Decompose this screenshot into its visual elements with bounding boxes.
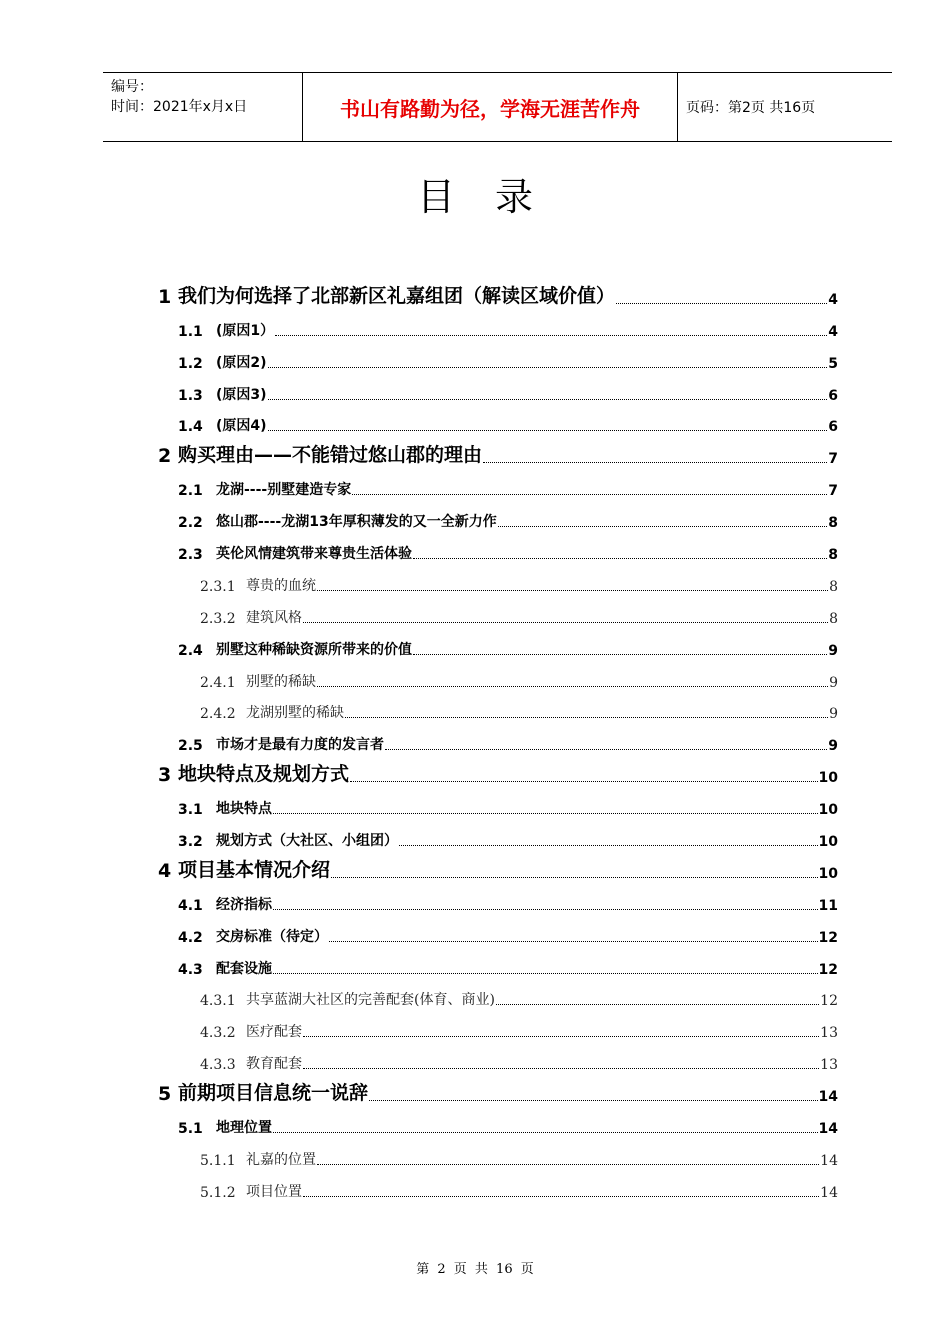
toc-entry-level2[interactable] [158,378,838,410]
toc-entry-title: 共享蓝湖大社区的完善配套(体育、商业) [246,992,495,1009]
toc-entry-title: 配套设施 [216,960,272,977]
toc-leader-dots [369,1100,818,1101]
toc-entry-title: 龙湖----别墅建造专家 [216,482,352,499]
toc-entry-number: 2.4 [178,642,203,659]
toc-entry-page: 4 [828,323,838,340]
table-of-contents [158,282,838,1207]
toc-entry-page: 8 [828,547,838,564]
toc-entry-level3[interactable] [158,1143,838,1175]
toc-entry-level2[interactable] [158,505,838,537]
toc-leader-dots [350,781,818,782]
toc-entry-title: 建筑风格 [246,609,302,626]
toc-entry-number: 4 [158,859,172,882]
toc-leader-dots [616,303,827,304]
toc-entry-level2[interactable] [158,888,838,920]
toc-leader-dots [331,877,818,878]
toc-entry-level3[interactable] [158,1047,838,1079]
toc-entry-number: 4.3.2 [200,1025,236,1042]
toc-entry-title: 购买理由——不能错过悠山郡的理由 [178,444,483,467]
toc-entry-level2[interactable] [158,410,838,442]
toc-entry-page: 12 [820,993,838,1010]
toc-entry-number: 2.1 [178,483,203,500]
toc-entry-title: 别墅这种稀缺资源所带来的价值 [216,641,412,658]
toc-entry-title: 悠山郡----龙湖13年厚积薄发的又一全新力作 [216,514,497,531]
toc-entry-page: 13 [820,1057,838,1074]
toc-entry-number: 2.3.2 [200,610,236,627]
toc-leader-dots [317,1164,819,1165]
toc-entry-number: 1.3 [178,387,203,404]
toc-entry-title: (原因1） [216,322,275,339]
toc-leader-dots [317,686,828,687]
toc-leader-dots [303,1196,819,1197]
page-footer: 第 2 页 共 16 页 [416,1262,534,1277]
toc-entry-title: 地理位置 [216,1120,272,1137]
toc-leader-dots [317,590,828,591]
toc-entry-title: 项目位置 [246,1183,302,1200]
toc-entry-number: 3.1 [178,802,203,819]
toc-entry-level1[interactable] [158,1079,838,1111]
toc-entry-title: 教育配套 [246,1056,302,1073]
toc-entry-title: 我们为何选择了北部新区礼嘉组团（解读区域价值） [178,284,616,307]
toc-entry-page: 6 [828,419,838,436]
toc-entry-title: 规划方式（大社区、小组团） [216,833,398,850]
toc-entry-level3[interactable] [158,665,838,697]
header-motto: 书山有路勤为径，学海无涯苦作舟 [303,73,678,141]
toc-entry-number: 2.5 [178,738,203,755]
toc-entry-number: 2 [158,445,172,468]
toc-entry-title: 尊贵的血统 [246,577,316,594]
toc-leader-dots [303,1068,819,1069]
toc-leader-dots [275,335,827,336]
toc-entry-page: 7 [828,451,838,468]
toc-entry-page: 13 [820,1025,838,1042]
toc-entry-number: 1.1 [178,323,203,340]
toc-entry-title: (原因3) [216,386,267,403]
toc-entry-level2[interactable] [158,792,838,824]
toc-entry-title: 前期项目信息统一说辞 [178,1082,369,1105]
toc-entry-level2[interactable] [158,537,838,569]
toc-entry-level2[interactable] [158,728,838,760]
toc-entry-number: 5 [158,1083,172,1106]
toc-entry-number: 3.2 [178,834,203,851]
toc-leader-dots [345,717,828,718]
toc-leader-dots [268,430,828,431]
toc-entry-page: 14 [820,1184,838,1201]
toc-entry-page: 5 [828,355,838,372]
toc-entry-page: 10 [818,770,838,787]
toc-entry-title: 礼嘉的位置 [246,1151,316,1168]
toc-leader-dots [496,1004,819,1005]
toc-entry-number: 2.3 [178,547,203,564]
toc-entry-level2[interactable] [158,473,838,505]
header-meta [103,73,303,141]
toc-leader-dots [399,845,818,846]
toc-entry-number: 5.1.1 [200,1152,236,1169]
toc-entry-page: 8 [829,610,838,627]
toc-entry-number: 4.3.3 [200,1057,236,1074]
toc-entry-page: 7 [828,483,838,500]
toc-leader-dots [273,813,818,814]
toc-entry-page: 8 [828,515,838,532]
toc-entry-page: 14 [818,1089,838,1106]
toc-entry-page: 12 [818,961,838,978]
toc-entry-number: 1.2 [178,355,203,372]
toc-entry-page: 10 [818,834,838,851]
toc-entry-page: 14 [818,1121,838,1138]
toc-entry-page: 10 [818,802,838,819]
toc-entry-level1[interactable] [158,441,838,473]
toc-entry-level2[interactable] [158,824,838,856]
toc-leader-dots [303,1036,819,1037]
page-title: 目录 [416,175,573,219]
toc-entry-number: 2.3.1 [200,578,236,595]
toc-entry-title: (原因4) [216,418,267,435]
toc-entry-number: 1 [158,285,172,308]
toc-entry-level3[interactable] [158,697,838,729]
toc-entry-number: 4.1 [178,897,203,914]
toc-entry-level3[interactable] [158,569,838,601]
toc-leader-dots [268,399,828,400]
toc-entry-number: 4.3.1 [200,993,236,1010]
toc-leader-dots [303,622,828,623]
toc-entry-level1[interactable] [158,856,838,888]
toc-entry-title: 经济指标 [216,896,272,913]
toc-entry-level2[interactable] [158,1111,838,1143]
toc-leader-dots [273,973,818,974]
toc-entry-level2[interactable] [158,952,838,984]
toc-entry-level3[interactable] [158,984,838,1016]
toc-entry-page: 12 [818,929,838,946]
toc-entry-page: 4 [828,291,838,308]
toc-entry-level1[interactable] [158,282,838,314]
toc-leader-dots [273,909,818,910]
toc-entry-level2[interactable] [158,346,838,378]
toc-entry-level2[interactable] [158,633,838,665]
toc-entry-title: 医疗配套 [246,1024,302,1041]
toc-entry-title: 龙湖别墅的稀缺 [246,705,344,722]
toc-leader-dots [385,749,827,750]
time-label: 时间：2021年x月x日 [111,99,248,115]
toc-leader-dots [268,367,828,368]
toc-entry-number: 5.1 [178,1121,203,1138]
toc-entry-level2[interactable] [158,920,838,952]
toc-entry-title: 交房标准（待定） [216,928,328,945]
toc-leader-dots [413,558,827,559]
toc-entry-number: 4.2 [178,929,203,946]
toc-entry-page: 9 [828,642,838,659]
toc-entry-page: 9 [829,674,838,691]
toc-entry-page: 8 [829,578,838,595]
toc-leader-dots [498,526,828,527]
toc-entry-page: 9 [829,706,838,723]
toc-entry-title: 市场才是最有力度的发言者 [216,737,384,754]
toc-entry-number: 2.4.2 [200,706,236,723]
toc-entry-number: 1.4 [178,419,203,436]
toc-leader-dots [329,941,818,942]
toc-entry-title: 项目基本情况介绍 [178,858,331,881]
toc-entry-level2[interactable] [158,314,838,346]
toc-entry-page: 6 [828,387,838,404]
header-page-label: 页码：第2页 共16页 [686,100,816,116]
toc-entry-title: 别墅的稀缺 [246,673,316,690]
toc-leader-dots [413,654,827,655]
toc-entry-title: 地块特点及规划方式 [178,763,350,786]
toc-entry-title: 地块特点 [216,801,272,818]
toc-entry-level1[interactable] [158,760,838,792]
toc-entry-level3[interactable] [158,601,838,633]
document-header [103,72,892,142]
toc-leader-dots [483,462,827,463]
toc-entry-number: 5.1.2 [200,1184,236,1201]
toc-leader-dots [273,1132,818,1133]
toc-entry-page: 14 [820,1152,838,1169]
toc-entry-number: 3 [158,764,172,787]
toc-entry-number: 2.2 [178,515,203,532]
toc-leader-dots [352,494,827,495]
toc-entry-number: 4.3 [178,961,203,978]
toc-entry-level3[interactable] [158,1015,838,1047]
toc-entry-title: 英伦风情建筑带来尊贵生活体验 [216,546,412,563]
toc-entry-page: 9 [828,738,838,755]
toc-entry-title: (原因2) [216,354,267,371]
toc-entry-page: 11 [818,897,838,914]
toc-entry-page: 10 [818,865,838,882]
toc-entry-level3[interactable] [158,1175,838,1207]
toc-entry-number: 2.4.1 [200,674,236,691]
number-label: 编号： [111,79,153,95]
